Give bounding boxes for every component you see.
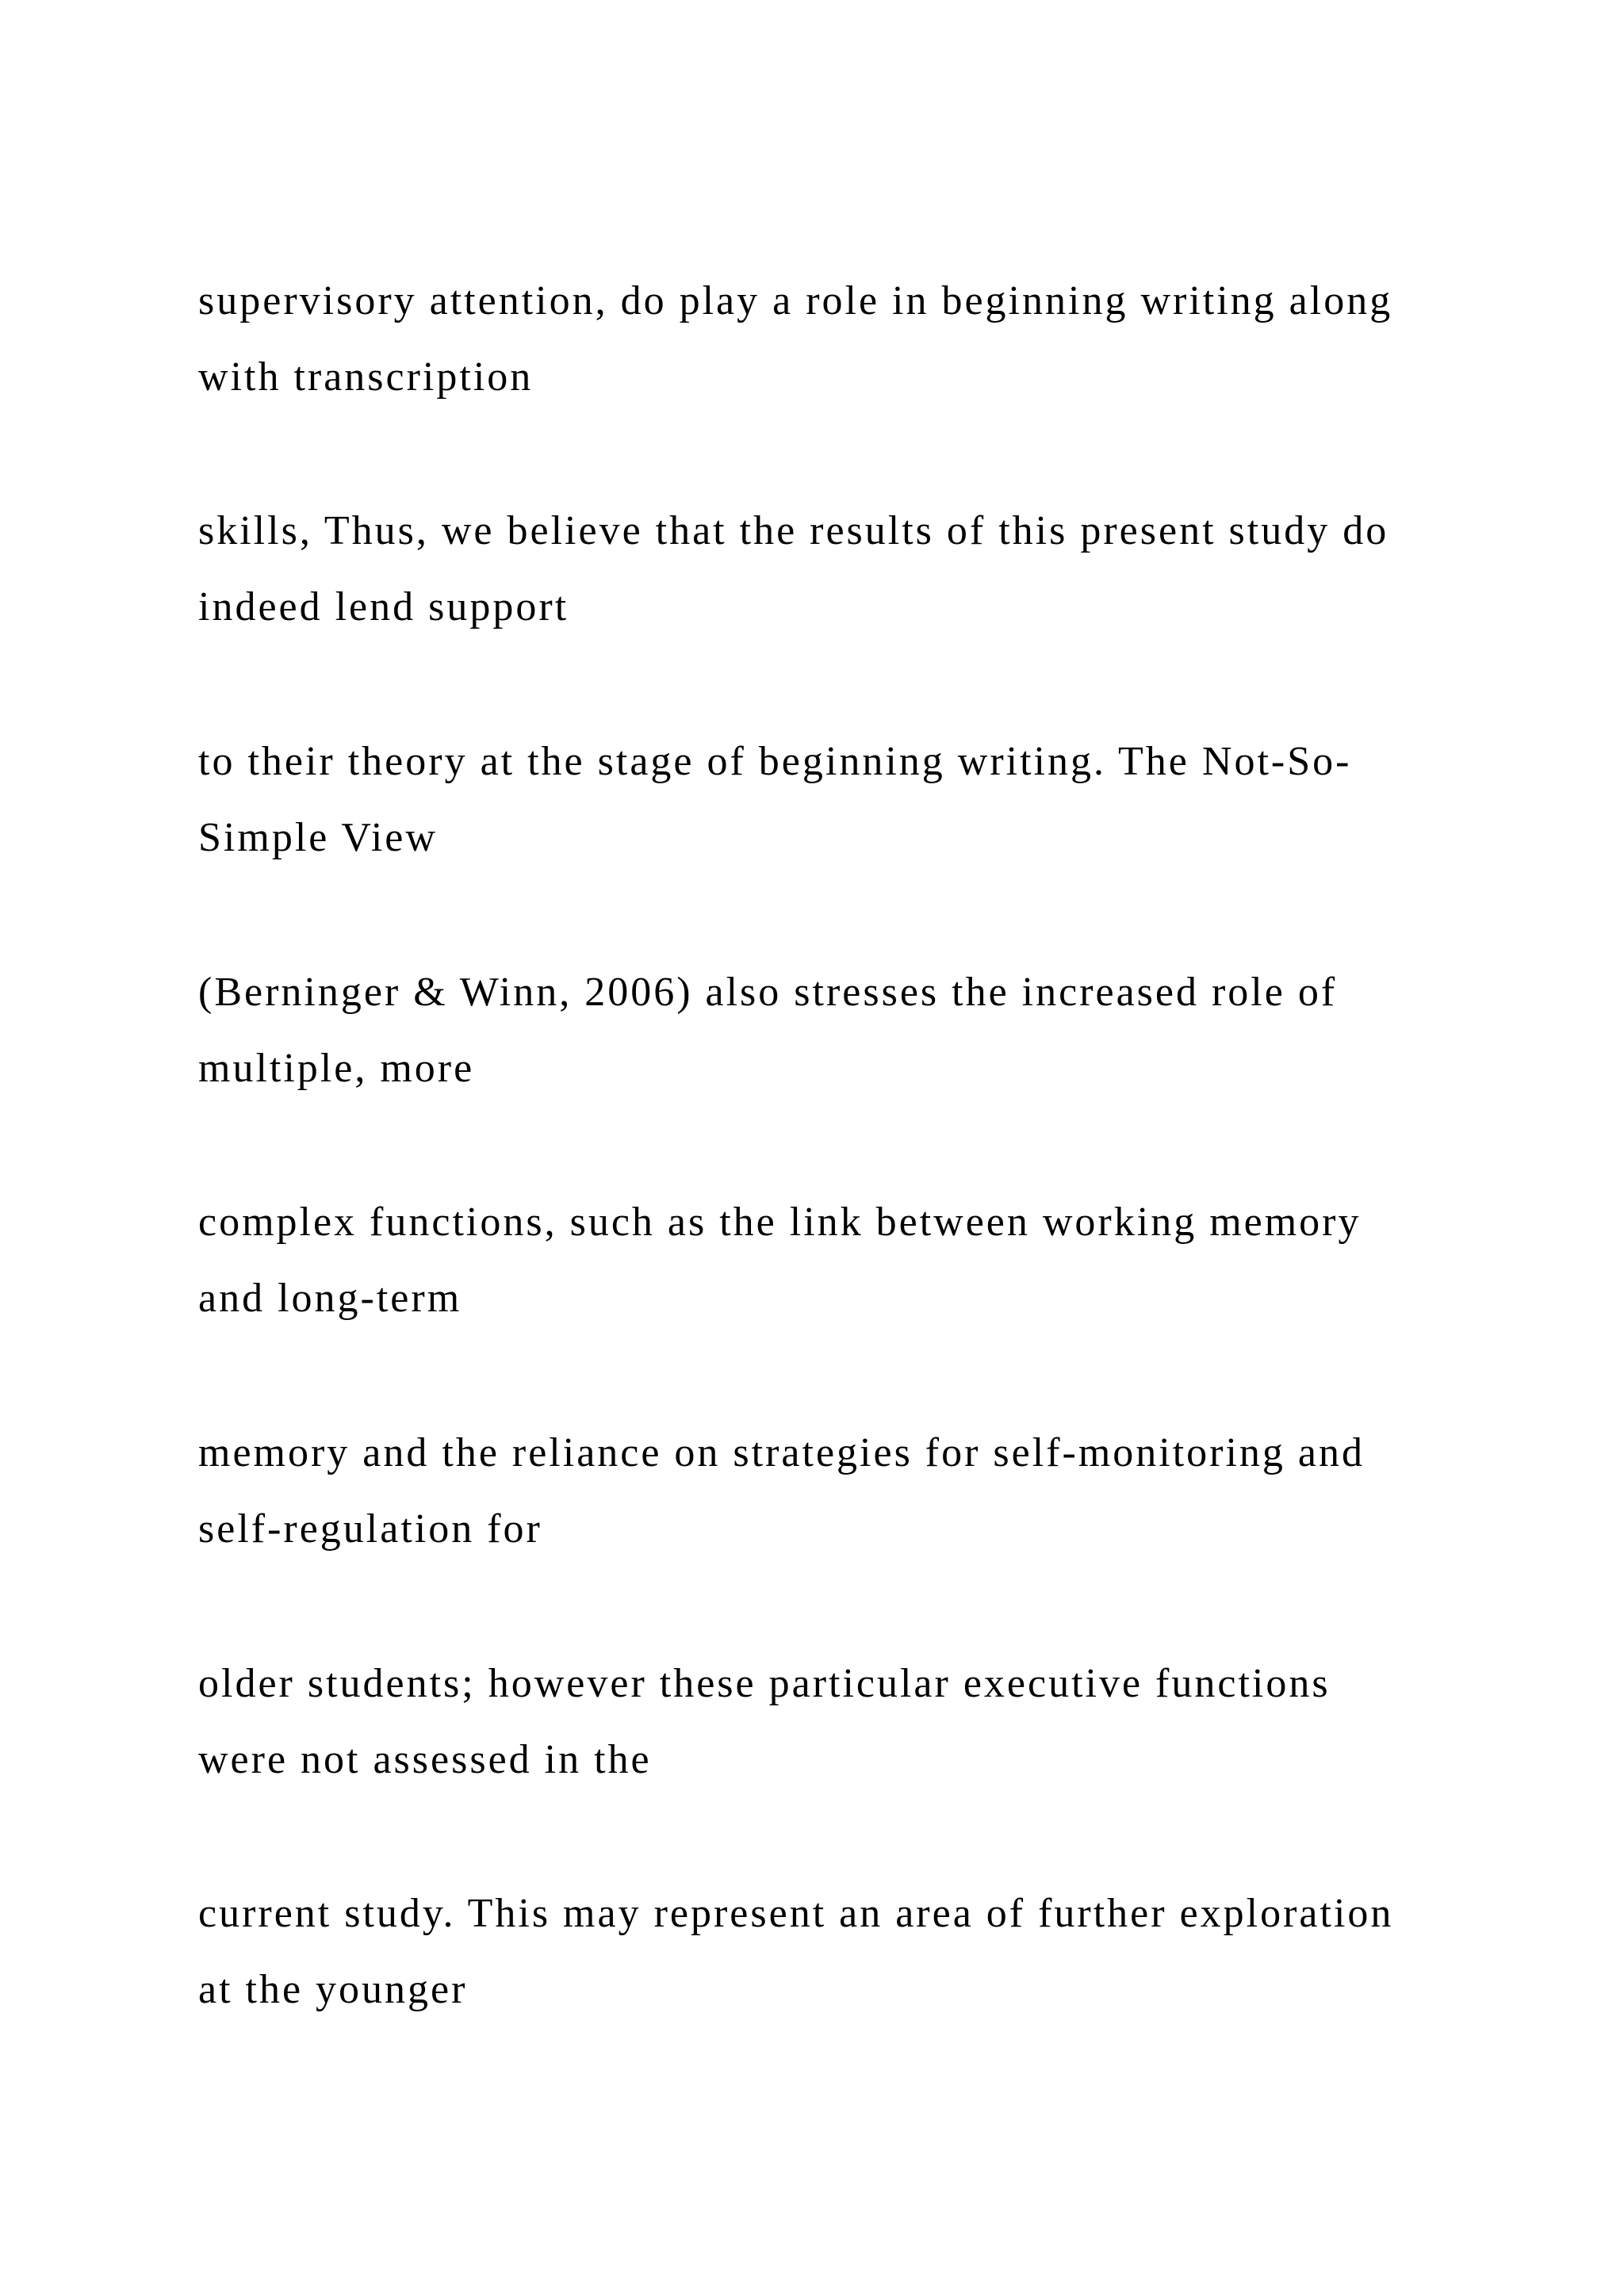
- paragraph-line: at the younger: [198, 1967, 468, 2012]
- paragraph-line: older students; however these particular executive functions: [198, 1661, 1331, 1706]
- paragraph-line: indeed lend support: [198, 584, 569, 629]
- paragraph-line: and long-term: [198, 1276, 462, 1321]
- paragraph-line: multiple, more: [198, 1046, 475, 1091]
- paragraph-line: to their theory at the stage of beginning writing. The Not-So-: [198, 739, 1352, 784]
- paragraph-7: [198, 1646, 1546, 1798]
- paragraph-line: (Berninger & Winn, 2006) also stresses the increased role of: [198, 970, 1338, 1015]
- paragraph-line: supervisory attention, do play a role in beginning writing along: [198, 278, 1393, 323]
- paragraph-5: [198, 1184, 1546, 1337]
- paragraph-4: [198, 955, 1546, 1107]
- paragraph-8: [198, 1876, 1546, 2028]
- paragraph-line: were not assessed in the: [198, 1737, 652, 1782]
- paragraph-line: memory and the reliance on strategies for self-monitoring and: [198, 1430, 1365, 1475]
- paragraph-line: complex functions, such as the link between working memory: [198, 1200, 1362, 1245]
- paragraph-line: current study. This may represent an area of further exploration: [198, 1891, 1394, 1936]
- paragraph-2: [198, 493, 1546, 645]
- paragraph-line: skills, Thus, we believe that the results of this present study do: [198, 508, 1389, 553]
- paragraph-1: [198, 263, 1546, 415]
- paragraph-line: with transcription: [198, 354, 534, 400]
- paragraph-line: Simple View: [198, 815, 438, 860]
- paragraph-line: self-regulation for: [198, 1506, 542, 1552]
- paragraph-3: [198, 724, 1546, 876]
- paragraph-6: [198, 1415, 1546, 1567]
